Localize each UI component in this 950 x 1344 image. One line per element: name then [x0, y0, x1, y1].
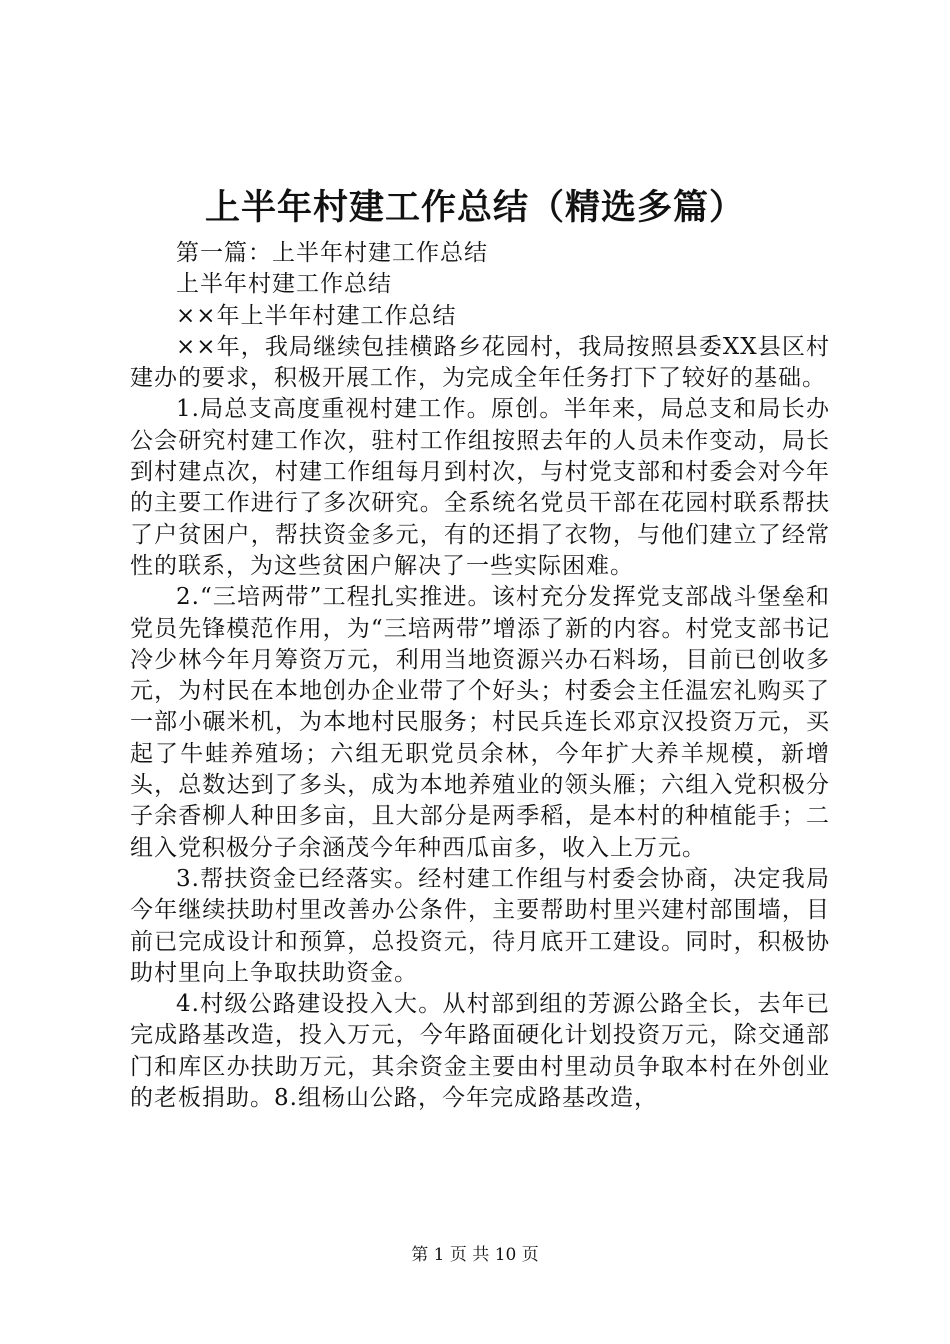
paragraph-intro: ××年，我局继续包挂横路乡花园村，我局按照县委XX县区村建办的要求，积极开展工作，为完成全年任务打下了较好的基础。: [130, 333, 830, 392]
page-footer: 第 1 页 共 10 页: [411, 1245, 539, 1265]
paragraph-year-subtitle: ××年上半年村建工作总结: [176, 302, 457, 329]
paragraph-chapter-heading: 第一篇：上半年村建工作总结: [176, 240, 488, 266]
paragraph-item-1: 1.局总支高度重视村建工作。原创。半年来，局总支和局长办公会研究村建工作次，驻村工作组按照去年的人员未作变动，局长到村建点次，村建工作组每月到村次，与村党支部和村委会对今年的主要工作进行了多次研究。全系统名党员干部在花园村联系帮扶了户贫困户，帮扶资金多元，有的还捐了衣物，与他们建立了经常性的联系，为这些贫困户解决了一些实际困难。: [130, 396, 830, 579]
paragraph-item-4: 4.村级公路建设投入大。从村部到组的芳源公路全长，去年已完成路基改造，投入万元，今年路面硬化计划投资万元，除交通部门和库区办扶助万元，其余资金主要由村里动员争取本村在外创业的老板捐助。8.组杨山公路，今年完成路基改造，: [130, 991, 830, 1112]
paragraph-item-3: 3.帮扶资金已经落实。经村建工作组与村委会协商，决定我局今年继续扶助村里改善办公条件，主要帮助村里兴建村部围墙，目前已完成设计和预算，总投资元，待月底开工建设。同时，积极协助村里向上争取扶助资金。: [130, 865, 830, 986]
document-title: 上半年村建工作总结（精选多篇）: [204, 187, 745, 228]
paragraph-item-2: 2.“三培两带”工程扎实推进。该村充分发挥党支部战斗堡垒和党员先锋模范作用，为“三培两带”增添了新的内容。村党支部书记冷少林今年月筹资万元，利用当地资源兴办石料场，目前已创收多元，为村民在本地创办企业带了个好头；村委会主任温宏礼购买了一部小碾米机，为本地村民服务；村民兵连长邓京汉投资万元，买起了牛蛙养殖场；六组无职党员余林，今年扩大养羊规模，新增头，总数达到了多头，成为本地养殖业的领头雁；六组入党积极分子余香柳人种田多亩，且大部分是两季稻，是本村的种植能手；二组入党积极分子余涵茂今年种西瓜亩多，收入上万元。: [130, 584, 830, 861]
paragraph-subtitle: 上半年村建工作总结: [176, 271, 392, 298]
document-body: [130, 238, 830, 1114]
